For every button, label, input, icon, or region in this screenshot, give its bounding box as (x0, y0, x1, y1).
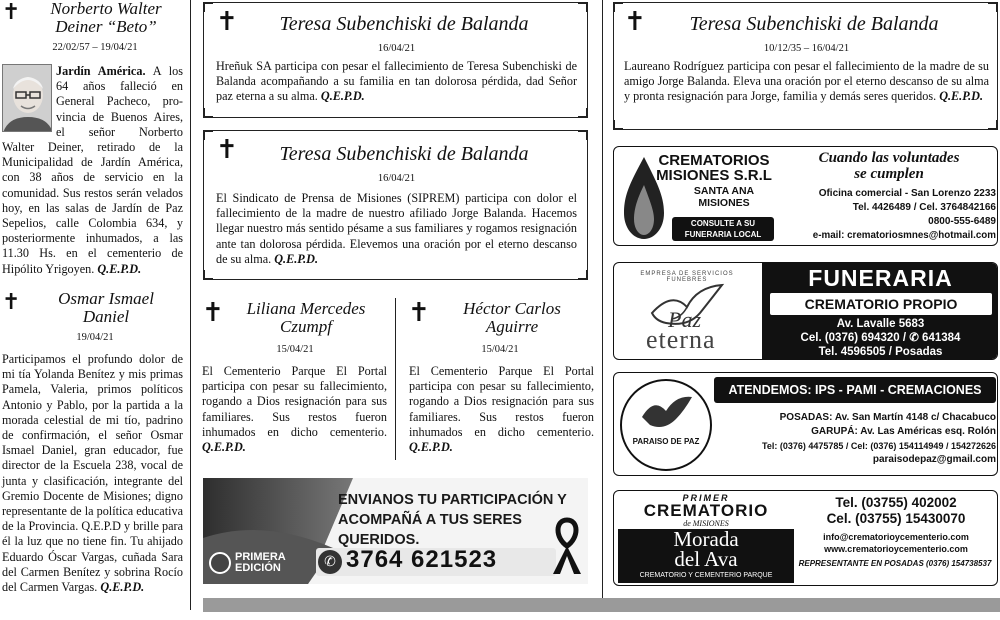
footer-bar (203, 598, 1000, 612)
ad-logo-paz: Paz (668, 307, 701, 332)
corner-ornament (988, 120, 998, 130)
ad-paz-eterna (613, 262, 998, 360)
cross-icon: ✝ (2, 0, 21, 25)
obituary-name: Teresa Subenchiski de Balanda (279, 13, 529, 35)
obituary-date: 15/04/21 (276, 344, 314, 355)
ad-de-misiones: de MISIONES (683, 519, 729, 528)
obituary-text: Walter Deiner, retirado de la Municipalidad de Jardín América, con 38 años de servicio en la comunidad. Sus restos serán velados hoy, en las salas de Jardín de Paz Sepelios, calle Colombia 634, y posteriormente inhumados, a las 11.30 Hs. en el cementerio de Hipólito Yrigoyen. Q.E.P.D. (2, 140, 183, 276)
ad-morada-del-ava (613, 490, 998, 586)
obituary-box (613, 2, 998, 130)
banner-heading: ENVIANOS TU PARTICIPACIÓN Y ACOMPAÑÁ A TUS SERES QUERIDOS. (338, 492, 567, 548)
newspaper-logo-icon (209, 552, 231, 574)
ad-title: ATENDEMOS: IPS - PAMI - CREMACIONES (714, 377, 996, 403)
ad-arc-text: EMPRESA DE SERVICIOS FUNEBRES (640, 271, 734, 283)
ad-contact: POSADAS: Av. San Martín 4148 c/ Chacabuco GARUPÁ: Av. Las Américas esq. Rolón Tel: (0376) 4475785 / Cel: (0376) 154114949 / 154272626 paraisodepaz@gmail.com (761, 412, 996, 465)
obituary-text: Participamos el profundo dolor de mi tía Yolanda Benítez y mis primas Pamela, Valeria, primos políticos Antonio y Pablo, por la partida a la morada celestial de mi tío, padrino de confirmación, el señor Osmar Ismael Daniel, gran educador, fue director de la Escuela 238, vocal de junta y clasificación, integrante del Gremio Docente de Misiones; digno representante de la política educativa de la Provincia. Q.E.P.D y brille para él la luz que no tiene fin. Tu ahijado Eduardo Óscar Vargas, cuñada Sara del Carmen Benítez y sobrina Rocío del Carmen Vargas. Q.E.P.D. (2, 352, 183, 595)
obituary-dates: 22/02/57 – 19/04/21 (52, 42, 138, 53)
obituary-name: Teresa Subenchiski de Balanda (279, 143, 529, 165)
obituary-date: 19/04/21 (76, 332, 114, 343)
cross-icon: ✝ (216, 7, 238, 37)
ad-logo-text: PARAISO DE PAZ (632, 437, 700, 446)
ad-location: SANTA ANA MISIONES (693, 185, 755, 209)
ad-representative: REPRESENTANTE EN POSADAS (0376) 154738537 (798, 559, 992, 568)
participation-banner (203, 478, 588, 584)
column-divider-2 (602, 0, 603, 610)
obituary-date: 16/04/21 (377, 173, 416, 184)
obituary-text: Hreñuk SA participa con pesar el fallecimiento de Teresa Subenchiski de Balanda acompañando a su familia en tan dolorosa pérdida, dad Señor paz eterna a su alma. Q.E.P.D. (216, 59, 577, 104)
obituary-name: Teresa Subenchiski de Balanda (689, 13, 939, 35)
banner-phone: 3764 621523 (346, 546, 498, 573)
ad-crematorios-misiones (613, 146, 998, 246)
cross-icon: ✝ (216, 135, 238, 165)
ad-paraiso-de-paz (613, 372, 998, 476)
ad-contact: Oficina comercial - San Lorenzo 2233 Tel. 4426489 / Cel. 3764842166 0800-555-6489 (818, 188, 996, 227)
obituary-photo (2, 64, 52, 132)
ad-contact: Av. Lavalle 5683 Cel. (0376) 694320 / ✆ 641384 Tel. 4596505 / Posadas (800, 318, 961, 358)
corner-ornament (203, 2, 213, 12)
column-divider-1 (190, 0, 191, 610)
ad-logo-eterna: eterna (646, 325, 716, 354)
ad-email: e-mail: crematoriosmnes@hotmail.com (812, 230, 996, 241)
obituary-text: Laureano Rodríguez participa con pesar el fallecimiento de la madre de su amigo Jorge Balanda. Eleva una oración por el eterno descanso de su alma y pronta resignación para Jorge, familia y demás seres queridos. Q.E.P.D. (624, 59, 989, 104)
corner-ornament (578, 130, 588, 140)
ad-subtitle: CREMATORIO PROPIO (770, 293, 992, 315)
obituary-name: Liliana Mercedes Czumpf (246, 299, 366, 336)
corner-ornament (203, 270, 213, 280)
obituary-name: Norberto Walter Deiner “Beto” (50, 0, 162, 36)
obituary-text-wrap: Jardín América. A los 64 años falleció en General Pacheco, pro- vincia de Buenos Aires, el señor Norberto (56, 64, 184, 139)
cross-icon: ✝ (202, 298, 224, 328)
cross-icon: ✝ (408, 298, 430, 328)
obituary-date: 15/04/21 (481, 344, 519, 355)
cross-icon: ✝ (2, 290, 21, 315)
column-divider-inner (395, 298, 396, 460)
corner-ornament (578, 2, 588, 12)
ad-phones: Tel. (03755) 402002 Cel. (03755) 15430070 (826, 495, 966, 526)
corner-ornament (988, 2, 998, 12)
obituary-date: 16/04/21 (377, 43, 416, 54)
obituary-box (203, 130, 588, 280)
ad-company-name: CREMATORIOS MISIONES S.R.L (656, 152, 772, 184)
ad-primer: PRIMER (682, 493, 730, 503)
corner-ornament (203, 130, 213, 140)
cross-icon: ✝ (624, 7, 646, 37)
ad-badge: CONSULTE A SU FUNERARIA LOCAL (672, 217, 774, 241)
ad-footer: CREMATORIO Y CEMENTERIO PARQUE (639, 572, 773, 579)
ad-crematorio: CREMATORIO (643, 501, 769, 520)
corner-ornament (578, 108, 588, 118)
obituary-name: Osmar Ismael Daniel (58, 289, 154, 326)
newspaper-brand: PRIMERA EDICIÓN (235, 551, 286, 574)
ad-slogan: Cuando las voluntades se cumplen (818, 150, 960, 182)
mourning-ribbon-icon (549, 516, 585, 576)
corner-ornament (613, 120, 623, 130)
dove-icon (636, 393, 696, 433)
corner-ornament (203, 108, 213, 118)
corner-ornament (578, 270, 588, 280)
ad-title: FUNERARIA (808, 265, 953, 291)
ad-morada-name: Morada del Ava (673, 527, 739, 571)
ad-web-contact: info@crematorioycementerio.com www.crematorioycementerio.com (823, 532, 969, 554)
obituary-name: Héctor Carlos Aguirre (463, 299, 561, 336)
obituary-date: 10/12/35 – 16/04/21 (763, 43, 850, 54)
obituary-text: El Sindicato de Prensa de Misiones (SIPREM) participa con dolor el fallecimiento de la madre de nuestro afiliado Jorge Balanda. Hacemos llegar nuestro más sentido pésame a sus familiares y rogamos resignación ante tan dolorosa pérdida. Elevemos una oración por el eterno descanso de su alma. Q.E.P.D. (216, 191, 577, 266)
obituary-text: El Cementerio Parque El Portal participa con pesar su fallecimiento, rogando a Dios resignación para sus familiares. Sus restos fueron inhumados en dicho cementerio. Q.E.P.D. (202, 364, 387, 455)
obituary-text: El Cementerio Parque El Portal participa con pesar su fallecimiento, rogando a Dios resignación para sus familiares. Sus restos fueron inhumados en dicho cementerio. Q.E.P.D. (409, 364, 594, 455)
whatsapp-icon: ✆ (318, 550, 342, 574)
corner-ornament (613, 2, 623, 12)
obituary-box (203, 2, 588, 118)
